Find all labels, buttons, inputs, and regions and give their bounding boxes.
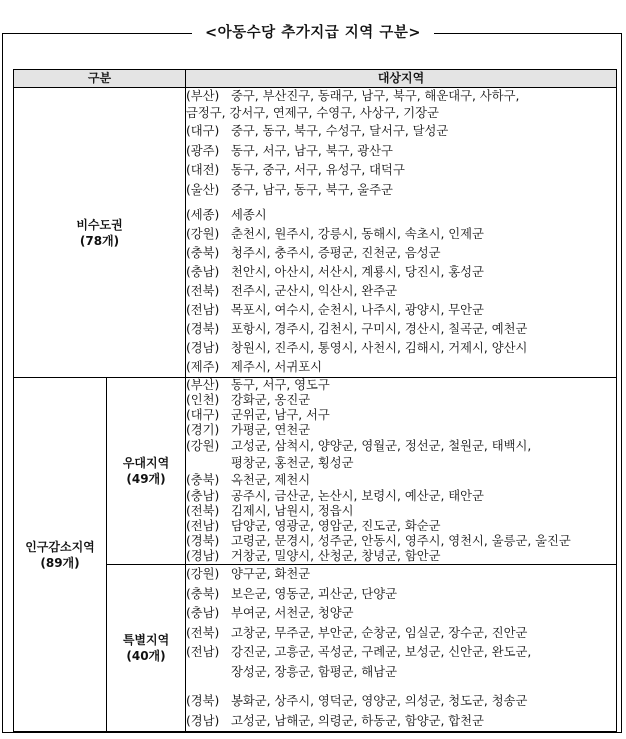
region-label: (경북) — [186, 694, 220, 708]
special-category — [107, 565, 186, 732]
region-label: (경기) — [186, 423, 220, 437]
region-line — [186, 122, 616, 142]
region-label: (세종) — [186, 208, 220, 222]
region-label: (경남) — [186, 341, 220, 355]
special-regions — [186, 565, 617, 732]
region-label: (전남) — [186, 303, 220, 317]
region-line-cont: 평창군, 홍천군, 횡성군 — [231, 456, 354, 470]
region-text: 공주시, 금산군, 논산시, 보령시, 예산군, 태안군 — [231, 489, 484, 503]
region-label: (제주) — [186, 360, 220, 374]
region-label: (전북) — [186, 284, 220, 298]
region-line — [186, 320, 616, 339]
region-label: (전북) — [186, 504, 220, 518]
header-row — [14, 70, 617, 88]
region-line — [186, 519, 616, 534]
non-metro-name: 비수도권 — [76, 217, 123, 232]
region-label: (경북) — [186, 534, 220, 548]
region-label: (대전) — [186, 163, 220, 177]
region-label: (충남) — [186, 606, 220, 620]
region-line — [186, 643, 616, 663]
preferred-regions — [186, 378, 617, 565]
region-label: (충북) — [186, 586, 220, 601]
region-text: 봉화군, 상주시, 영덕군, 영양군, 의성군, 청도군, 청송군 — [231, 694, 528, 708]
region-label: (충북) — [186, 246, 220, 260]
region-label: (강원) — [186, 227, 220, 241]
region-text: 고성군, 삼척시, 양양군, 영월군, 정선군, 철원군, 태백시, — [231, 439, 532, 453]
region-label: (강원) — [186, 439, 220, 453]
region-line — [186, 472, 616, 489]
region-line — [186, 206, 616, 225]
region-text: 목포시, 여수시, 순천시, 나주시, 광양시, 무안군 — [231, 303, 484, 317]
region-line — [186, 489, 616, 504]
preferred-count: (49개) — [126, 472, 166, 486]
region-text: 고창군, 무주군, 부안군, 순창군, 임실군, 장수군, 진안군 — [231, 625, 528, 640]
region-line-cont: 금정구, 강서구, 연제구, 수영구, 사상구, 기장군 — [186, 106, 439, 120]
region-line — [186, 504, 616, 519]
non-metro-row — [14, 88, 617, 378]
depop-category — [14, 378, 107, 732]
region-line — [186, 393, 616, 408]
region-text: 창원시, 진주시, 통영시, 사천시, 김해시, 거제시, 양산시 — [231, 341, 528, 355]
region-label: (충북) — [186, 473, 220, 487]
region-line — [186, 88, 616, 105]
region-text: 거창군, 밀양시, 산청군, 창녕군, 함안군 — [231, 549, 441, 563]
depop-count: (89개) — [40, 555, 80, 570]
preferred-name: 우대지역 — [122, 456, 170, 470]
region-label: (경남) — [186, 549, 220, 563]
region-text: 옥천군, 제천시 — [231, 473, 311, 487]
region-text: 부여군, 서천군, 청양군 — [231, 606, 354, 620]
region-text: 강진군, 고흥군, 곡성군, 구례군, 보성군, 신안군, 완도군, — [231, 645, 532, 659]
non-metro-regions — [186, 88, 617, 378]
non-metro-category — [14, 88, 186, 378]
region-line — [186, 712, 616, 732]
region-text: 가평군, 연천군 — [231, 423, 311, 437]
region-table — [13, 69, 617, 732]
region-line — [186, 585, 616, 605]
region-text: 동구, 서구, 남구, 북구, 광산구 — [231, 143, 393, 158]
region-line — [186, 142, 616, 162]
region-text: 청주시, 충주시, 증평군, 진천군, 음성군 — [231, 246, 441, 260]
region-text: 세종시 — [231, 208, 267, 222]
region-text: 담양군, 영광군, 영암군, 진도군, 화순군 — [231, 519, 441, 533]
region-line — [186, 263, 616, 282]
depop-name: 인구감소지역 — [25, 539, 95, 554]
region-text: 포항시, 경주시, 김천시, 구미시, 경산시, 칠곡군, 예천군 — [231, 322, 528, 336]
region-label: (부산) — [186, 89, 220, 103]
region-label: (대구) — [186, 408, 220, 422]
region-label: (충남) — [186, 265, 220, 279]
region-text: 보은군, 영동군, 괴산군, 단양군 — [231, 586, 397, 601]
region-line — [186, 604, 616, 624]
region-line — [186, 225, 616, 244]
region-label: (인천) — [186, 393, 220, 407]
region-label: (전북) — [186, 625, 220, 640]
region-line — [186, 339, 616, 358]
special-count: (40개) — [126, 649, 166, 663]
region-label: (광주) — [186, 143, 220, 158]
region-label: (전남) — [186, 519, 220, 533]
non-metro-count: (78개) — [79, 233, 120, 248]
region-line — [186, 181, 616, 201]
region-text: 제주시, 서귀포시 — [231, 360, 322, 374]
region-line — [186, 301, 616, 320]
region-text: 전주시, 군산시, 익산시, 완주군 — [231, 284, 397, 298]
region-line — [186, 565, 616, 585]
region-label: (충남) — [186, 489, 220, 503]
special-name: 특별지역 — [122, 633, 170, 647]
region-text: 고성군, 남해군, 의령군, 하동군, 함양군, 합천군 — [231, 713, 484, 728]
region-text: 춘천시, 원주시, 강릉시, 동해시, 속초시, 인제군 — [231, 227, 484, 241]
region-text: 강화군, 옹진군 — [231, 393, 311, 407]
region-label: (경남) — [186, 713, 220, 728]
region-label: (강원) — [186, 567, 220, 581]
region-line — [186, 624, 616, 644]
preferred-row — [14, 378, 617, 565]
region-text: 동구, 서구, 영도구 — [231, 378, 330, 392]
region-text: 동구, 중구, 서구, 유성구, 대덕구 — [231, 163, 405, 177]
region-line — [186, 534, 616, 549]
region-line — [186, 161, 616, 181]
region-line — [186, 378, 616, 393]
region-line — [186, 423, 616, 438]
region-text: 양구군, 화천군 — [231, 567, 311, 581]
region-line — [186, 438, 616, 455]
region-label: (대구) — [186, 124, 220, 138]
region-line — [186, 692, 616, 712]
region-line — [186, 244, 616, 263]
region-label: (경북) — [186, 322, 220, 336]
region-text: 중구, 남구, 동구, 북구, 울주군 — [231, 182, 393, 197]
region-label: (부산) — [186, 378, 220, 392]
region-line-cont: 장성군, 장흥군, 함평군, 해남군 — [231, 664, 397, 679]
region-text: 중구, 부산진구, 동래구, 남구, 북구, 해운대구, 사하구, — [231, 89, 520, 103]
preferred-category — [107, 378, 186, 565]
region-text: 고령군, 문경시, 성주군, 안동시, 영주시, 영천시, 울릉군, 울진군 — [231, 534, 571, 548]
region-line — [186, 282, 616, 301]
document-title: <아동수당 추가지급 지역 구분> — [0, 21, 626, 42]
region-text: 군위군, 남구, 서구 — [231, 408, 330, 422]
region-label: (울산) — [186, 182, 220, 197]
region-line — [186, 358, 616, 377]
region-text: 김제시, 남원시, 정읍시 — [231, 504, 354, 518]
region-label: (전남) — [186, 645, 220, 659]
header-category: 구분 — [14, 70, 186, 88]
region-text: 천안시, 아산시, 서산시, 계룡시, 당진시, 홍성군 — [231, 265, 484, 279]
header-target: 대상지역 — [186, 70, 617, 88]
region-line — [186, 549, 616, 564]
region-line — [186, 408, 616, 423]
region-text: 중구, 동구, 북구, 수성구, 달서구, 달성군 — [231, 124, 449, 138]
